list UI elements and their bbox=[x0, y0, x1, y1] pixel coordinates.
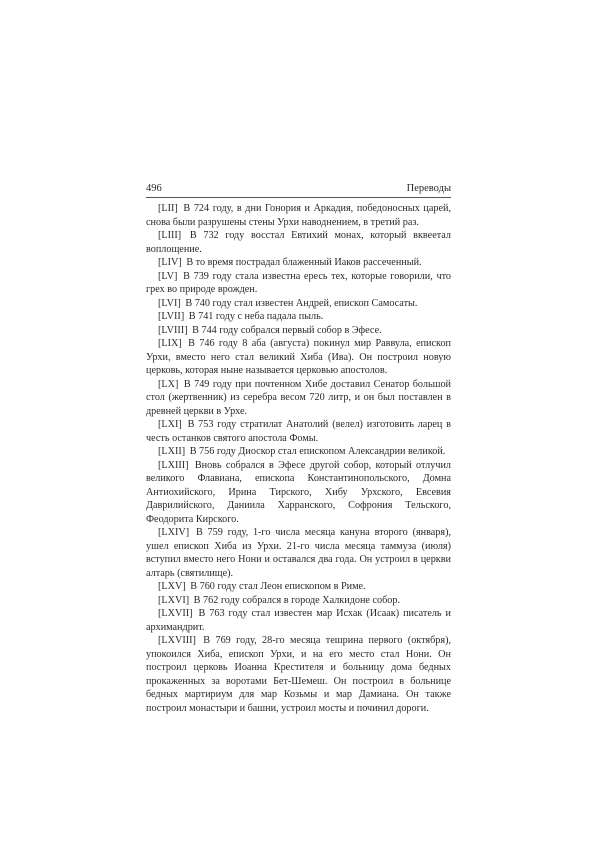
paragraph-text: В 753 году стратилат Анатолий (велел) изготовить ларец в честь останков святого апостола Фомы. bbox=[146, 419, 451, 444]
page-header bbox=[146, 182, 451, 196]
paragraph-number: [LVI] bbox=[158, 297, 181, 309]
paragraph-text: В 762 году собрался в городе Халкидоне собор. bbox=[193, 594, 401, 606]
paragraph-text: В 741 году с неба падала пыль. bbox=[188, 311, 324, 322]
running-title: Переводы bbox=[406, 183, 451, 194]
paragraph-number: [LXVI] bbox=[158, 594, 190, 606]
paragraph-number: [LVII] bbox=[158, 311, 185, 322]
paragraph-67 bbox=[146, 607, 451, 634]
paragraph-text: В 746 году 8 аба (августа) покинул мир Раввула, епископ Урхи, вместо него стал великий Хиба (Ива). Он построил новую церковь, которая ныне называется церковью апостолов. bbox=[146, 338, 451, 376]
paragraph-65 bbox=[146, 580, 451, 594]
paragraph-64 bbox=[146, 526, 451, 580]
paragraph-text: В 744 году собрался первый собор в Эфесе. bbox=[192, 324, 382, 336]
paragraph-text: В 756 году Диоскор стал епископом Александрии великой. bbox=[189, 446, 446, 457]
paragraph-56 bbox=[146, 297, 451, 311]
paragraph-text: Вновь собрался в Эфесе другой собор, который отлучил великого Флавиана, епископа Константинопольского, Домна Антиохийского, Ирина Тирского, Хибу Урхского, Евсевия Даврилийского, Даниила Харранского, Софрония Тельского, Феодорита Кирского. bbox=[146, 459, 451, 525]
paragraph-number: [LV] bbox=[158, 270, 178, 282]
paragraph-number: [LXIII] bbox=[158, 459, 189, 471]
paragraph-number: [LXV] bbox=[158, 581, 186, 592]
paragraph-52 bbox=[146, 202, 451, 229]
paragraph-number: [LIV] bbox=[158, 257, 182, 268]
paragraph-66 bbox=[146, 594, 451, 608]
paragraph-number: [LXVII] bbox=[158, 608, 193, 619]
paragraph-text: В 740 году стал известен Андрей, епископ Самосаты. bbox=[185, 297, 418, 309]
paragraph-55 bbox=[146, 270, 451, 297]
paragraph-59 bbox=[146, 337, 451, 378]
paragraph-60 bbox=[146, 378, 451, 419]
paragraph-number: [LVIII] bbox=[158, 324, 188, 336]
paragraph-53 bbox=[146, 229, 451, 256]
paragraph-number: [LIII] bbox=[158, 230, 182, 241]
header-rule bbox=[146, 197, 451, 198]
paragraph-number: [LXIV] bbox=[158, 527, 190, 538]
paragraph-number: [LII] bbox=[158, 203, 178, 214]
paragraph-54 bbox=[146, 256, 451, 270]
paragraph-62 bbox=[146, 445, 451, 459]
paragraph-63 bbox=[146, 459, 451, 527]
paragraph-number: [LX] bbox=[158, 378, 179, 390]
paragraph-number: [LIX] bbox=[158, 338, 182, 349]
paragraph-text: В 763 году стал известен мар Исхак (Исаак) писатель и архимандрит. bbox=[146, 608, 452, 633]
paragraph-61 bbox=[146, 418, 451, 445]
paragraph-58 bbox=[146, 324, 451, 338]
body-text bbox=[146, 202, 451, 715]
paragraph-text: В 769 году, 28-го месяца тешрина первого (октября), упокоился Хиба, епископ Урхи, и на его место стал Нони. Он построил церковь Иоанна Крестителя и больницу дома бедных прокаженных за воротами Бет-Шемеш. Он построил в больнице бедных мартириум для мар Козьмы и мар Дамиана. Он также построил монастыри и башни, устроил мосты и починил дороги. bbox=[146, 635, 452, 714]
paragraph-text: В 724 году, в дни Гонория и Аркадия, победоносных царей, снова были разрушены стены Урхи наводнением, в третий раз. bbox=[146, 203, 452, 228]
paragraph-57 bbox=[146, 310, 451, 324]
paragraph-text: В 732 году восстал Евтихий монах, который вквеетал воплощение. bbox=[146, 230, 451, 255]
paragraph-number: [LXII] bbox=[158, 446, 186, 457]
paragraph-number: [LXI] bbox=[158, 419, 182, 430]
paragraph-text: В 739 году стала известна ересь тех, которые говорили, что грех во природе врожден. bbox=[146, 270, 452, 295]
paragraph-68 bbox=[146, 634, 451, 715]
paragraph-text: В 760 году стал Леон епископом в Риме. bbox=[190, 581, 366, 592]
paragraph-number: [LXVIII] bbox=[158, 635, 196, 646]
paragraph-text: В 749 году при почтенном Хибе доставил Сенатор большой стол (жертвенник) из серебра весом 720 литр, и он был поставлен в древней церкви в Урхе. bbox=[146, 378, 452, 417]
paragraph-text: В то время пострадал блаженный Иаков рассеченный. bbox=[186, 257, 422, 268]
paragraph-text: В 759 году, 1-го числа месяца кануна второго (января), ушел епископ Хиба из Урхи. 21-го числа месяца таммуза (июля) вступил вместо него Нони и оставался два года. Он устроил в церкви алтарь (святилище). bbox=[146, 527, 452, 579]
page-number: 496 bbox=[146, 183, 162, 194]
